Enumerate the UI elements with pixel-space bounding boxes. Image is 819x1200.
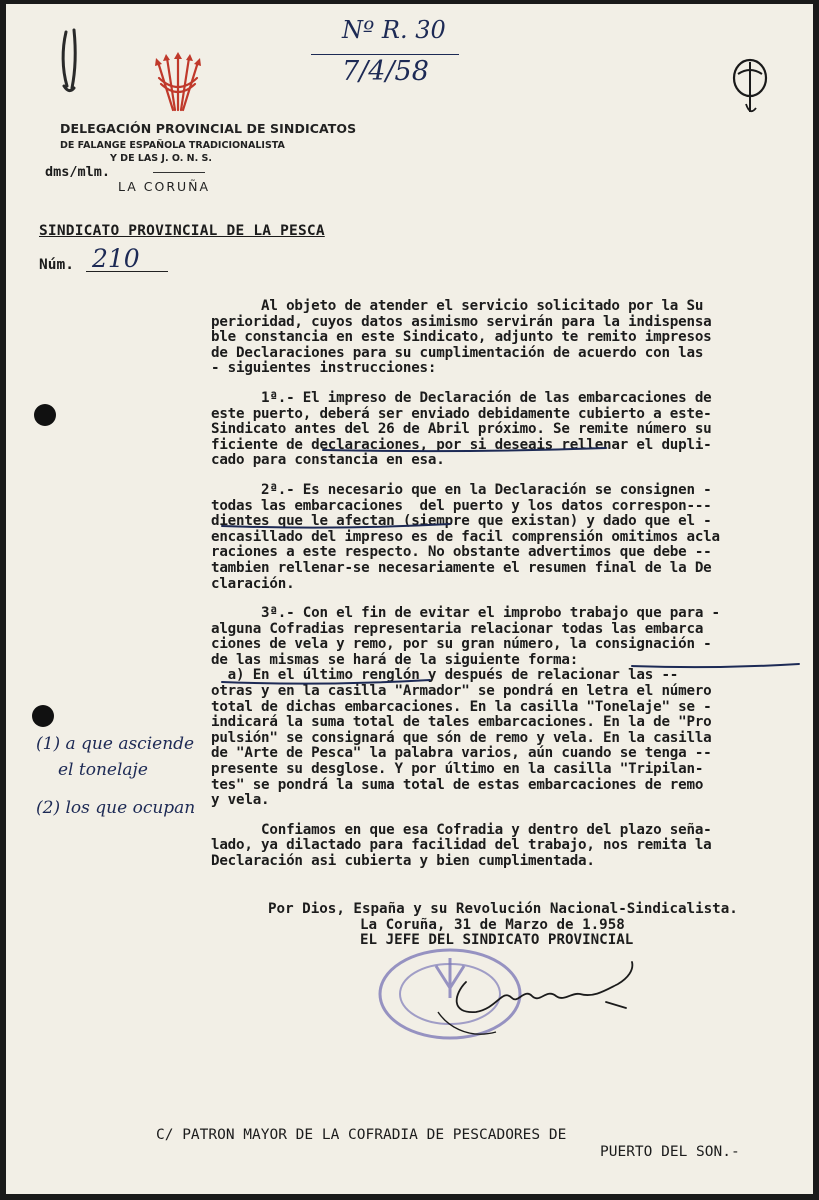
addressee-line-2: PUERTO DEL SON.- [600, 1144, 740, 1160]
body-line: tes" se pondrá la suma total de estas embarcaciones de remo [211, 776, 704, 793]
document-page [6, 4, 813, 1194]
body-line: a) En el último renglón y después de relacionar las -- [211, 667, 679, 684]
body-line: otras y en la casilla "Armador" se pondrá en letra el número [211, 683, 712, 700]
body-line: y vela. [211, 792, 270, 809]
body-line: ciones de vela y remo, por su gran número, la consignación - [211, 636, 712, 653]
body-line: de Declaraciones para su cumplimentación de acuerdo con las [211, 344, 704, 361]
body-line: de las mismas se hará de la siguiente forma: [211, 651, 579, 668]
margin-notes [36, 724, 195, 818]
letterhead-title: DELEGACIÓN PROVINCIAL DE SINDICATOS [60, 121, 357, 136]
place-date: La Coruña, 31 de Marzo de 1.958 [360, 916, 625, 933]
body-line: dientes que le afectan (siempre que existan) y dado que el - [211, 513, 712, 530]
body-line: claración. [211, 575, 295, 592]
margin-note-1-cont: el tonelaje [58, 760, 148, 780]
body-line: pulsión" se consignará que són de remo y vela. En la casilla [211, 729, 712, 746]
document-number-value: 210 [92, 244, 140, 273]
handwritten-record-number: Nº R. 30 [342, 16, 446, 44]
reference-code: dms/mlm. [45, 164, 111, 180]
body-line: 3ª.- Con el fin de evitar el improbo trabajo que para - [211, 605, 720, 622]
signatory-title: EL JEFE DEL SINDICATO PROVINCIAL [360, 932, 634, 949]
body-line: cado para constancia en esa. [211, 452, 445, 469]
salutation: Por Dios, España y su Revolución Nacional-Sindicalista. [268, 901, 738, 917]
body-line: alguna Cofradias representaria relacionar todas las embarca [211, 620, 704, 637]
body-line: raciones a este respecto. No obstante advertimos que debe -- [211, 544, 712, 561]
body-line: perioridad, cuyos datos asimismo servirán para la indispensa [211, 313, 712, 330]
body-line: Declaración asi cubierta y bien cumplimentada. [211, 853, 595, 869]
body-line: 1ª.- El impreso de Declaración de las embarcaciones de [211, 389, 712, 406]
body-line: tambien rellenar-se necesariamente el resumen final de la De [211, 559, 712, 576]
letterhead-subtitle-2: Y DE LAS J. O. N. S. [110, 153, 212, 164]
body-line: ble constancia en este Sindicato, adjunto te remito impresos [211, 329, 712, 346]
body-line: Sindicato antes del 26 de Abril próximo. Se remite número su [211, 421, 712, 438]
letterhead-subtitle: DE FALANGE ESPAÑOLA TRADICIONALISTA [60, 140, 285, 151]
addressee-line: C/ PATRON MAYOR DE LA COFRADIA DE PESCADORES DE [156, 1127, 567, 1143]
body-line: todas las embarcaciones del puerto y los datos correspon--- [211, 497, 712, 514]
body-line: ficiente de declaraciones, por si deseais rellenar el dupli- [211, 436, 712, 453]
margin-note-2: (2) los que ocupan [36, 798, 196, 818]
body-line: Confiamos en que esa Cofradia y dentro del plazo seña- [211, 821, 712, 838]
body-line: 2ª.- Es necesario que en la Declaración se consignen - [211, 481, 712, 498]
body-line: indicará la suma total de tales embarcaciones. En la de "Pro [211, 714, 712, 731]
signature-block [268, 902, 738, 949]
handwritten-date: 7/4/58 [342, 56, 429, 87]
body-line: - siguientes instrucciones: [211, 360, 437, 377]
body-line: encasillado del impreso es de facil comprensión omitimos acla [211, 528, 720, 545]
body-line: de "Arte de Pesca" la palabra varios, aún cuando se tenga -- [211, 745, 712, 762]
document-number-label: Núm. [39, 257, 74, 273]
body-line: lado, ya dilactado para facilidad del trabajo, nos remita la [211, 837, 712, 854]
body-line: total de dichas embarcaciones. En la casilla "Tonelaje" se - [211, 698, 712, 715]
body-line: presente su desglose. Y por último en la casilla "Tripilan- [211, 761, 704, 778]
body-line: este puerto, deberá ser enviado debidamente cubierto a este- [211, 405, 712, 422]
syndicate-name: SINDICATO PROVINCIAL DE LA PESCA [39, 223, 325, 239]
body-line: Al objeto de atender el servicio solicitado por la Su [211, 298, 704, 314]
margin-note-1: (1) a que asciende [36, 734, 195, 754]
letterhead-city: LA CORUÑA [118, 179, 211, 194]
handwritten-signature-icon [406, 954, 646, 1044]
